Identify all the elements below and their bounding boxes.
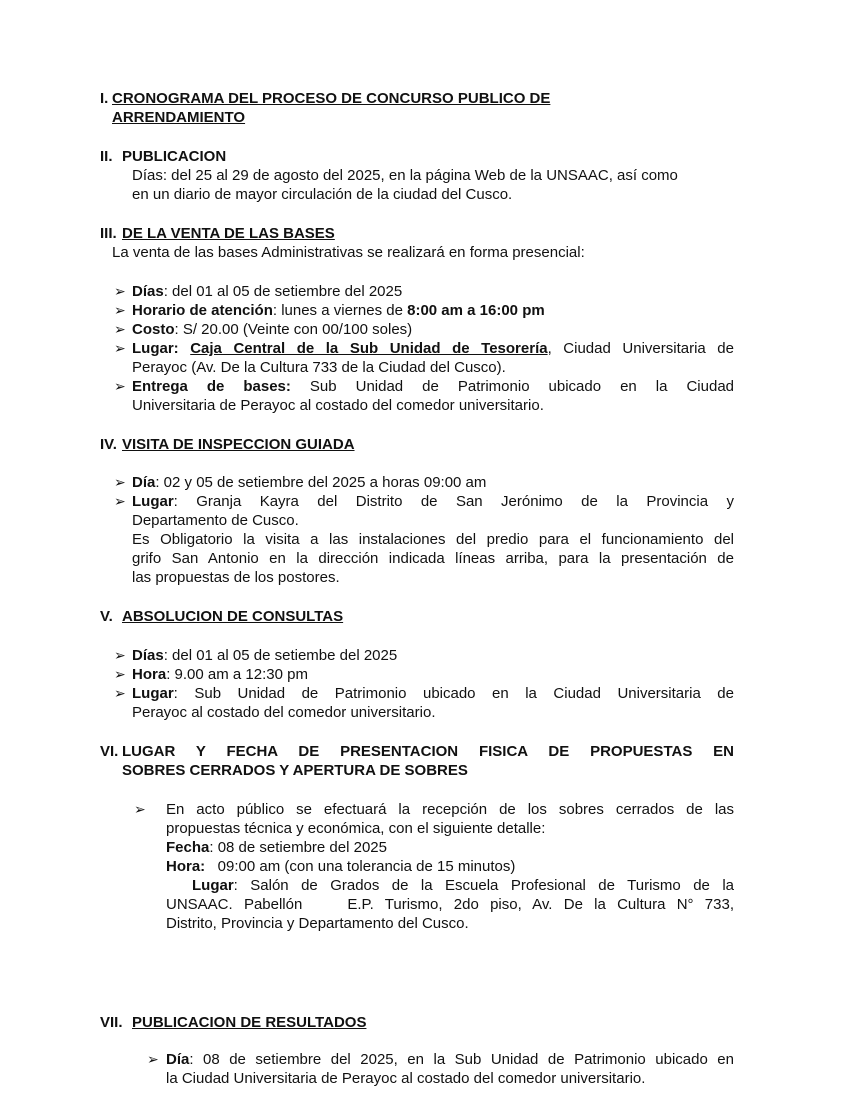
arrow-bullet-icon: ➢ <box>114 340 126 356</box>
section-6-lugar-line3: Distrito, Provincia y Departamento del Cusco. <box>166 915 469 932</box>
section-3-title: DE LA VENTA DE LAS BASES <box>122 225 335 242</box>
section-3-intro: La venta de las bases Administrativas se realizará en forma presencial: <box>112 244 585 261</box>
section-6-text-line2: propuestas técnica y económica, con el siguiente detalle: <box>166 820 546 837</box>
section-2-title: PUBLICACION <box>122 148 227 165</box>
section-4-number: IV. <box>100 436 117 453</box>
section-6-title-line1: LUGAR Y FECHA DE PRESENTACION FISICA DE PROPUESTAS EN <box>122 743 734 760</box>
section-6-hora: Hora: 09:00 am (con una tolerancia de 15 minutos) <box>166 858 516 875</box>
section-5-number: V. <box>100 608 113 625</box>
section-7-title: PUBLICACION DE RESULTADOS <box>132 1014 367 1031</box>
arrow-bullet-icon: ➢ <box>114 474 126 490</box>
section-5-item-hora: Hora: 9.00 am a 12:30 pm <box>132 666 308 683</box>
section-2-text-line2: en un diario de mayor circulación de la ciudad del Cusco. <box>132 186 513 203</box>
section-5-item-dias: Días: del 01 al 05 de setiembe del 2025 <box>132 647 398 664</box>
arrow-bullet-icon: ➢ <box>114 378 126 394</box>
section-1-number: I. <box>100 90 109 107</box>
section-7-item-dia: Día: 08 de setiembre del 2025, en la Sub Unidad de Patrimonio ubicado en <box>166 1051 734 1068</box>
section-4-note-line1: Es Obligatorio la visita a las instalaciones del predio para el funcionamiento del <box>132 531 734 548</box>
section-3-item-entrega: Entrega de bases: Sub Unidad de Patrimonio ubicado en la Ciudad <box>132 378 735 395</box>
section-6-fecha: Fecha: 08 de setiembre del 2025 <box>166 839 387 856</box>
section-4-note-line2: grifo San Antonio en la dirección indicada líneas arriba, para la presentación de <box>132 550 734 567</box>
arrow-bullet-icon: ➢ <box>114 493 126 509</box>
section-3-item-horario: Horario de atención: lunes a viernes de 8:00 am a 16:00 pm <box>132 302 545 319</box>
section-5-title: ABSOLUCION DE CONSULTAS <box>122 608 344 625</box>
arrow-bullet-icon: ➢ <box>114 685 126 701</box>
section-5-item-lugar-line2: Perayoc al costado del comedor universitario. <box>132 704 436 721</box>
section-1-title-line2: ARRENDAMIENTO <box>112 109 246 126</box>
section-6-number: VI. <box>100 743 119 760</box>
section-5-item-lugar: Lugar: Sub Unidad de Patrimonio ubicado en la Ciudad Universitaria de <box>132 685 734 702</box>
section-3-item-dias: Días: del 01 al 05 de setiembre del 2025 <box>132 283 403 300</box>
arrow-bullet-icon: ➢ <box>147 1051 159 1067</box>
section-7-item-dia-line2: la Ciudad Universitaria de Perayoc al costado del comedor universitario. <box>166 1070 646 1087</box>
section-6-lugar: Lugar: Salón de Grados de la Escuela Profesional de Turismo de la <box>192 877 734 894</box>
section-4-item-lugar-line2: Departamento de Cusco. <box>132 512 299 529</box>
section-2-text-line1: Días: del 25 al 29 de agosto del 2025, en la página Web de la UNSAAC, así como <box>132 167 678 184</box>
section-4-note-line3: las propuestas de los postores. <box>132 569 340 586</box>
arrow-bullet-icon: ➢ <box>114 647 126 663</box>
section-4-title: VISITA DE INSPECCION GUIADA <box>122 436 355 453</box>
section-6-text-line1: En acto público se efectuará la recepción de los sobres cerrados de las <box>166 801 734 818</box>
arrow-bullet-icon: ➢ <box>114 321 126 337</box>
arrow-bullet-icon: ➢ <box>134 801 146 817</box>
section-2-number: II. <box>100 148 113 165</box>
section-6-lugar-line2: UNSAAC. Pabellón E.P. Turismo, 2do piso, Av. De la Cultura N° 733, <box>166 896 734 913</box>
section-4-item-dia: Día: 02 y 05 de setiembre del 2025 a horas 09:00 am <box>132 474 487 491</box>
arrow-bullet-icon: ➢ <box>114 283 126 299</box>
section-3-number: III. <box>100 225 117 242</box>
section-3-item-entrega-line2: Universitaria de Perayoc al costado del comedor universitario. <box>132 397 544 414</box>
section-6-title-line2: SOBRES CERRADOS Y APERTURA DE SOBRES <box>122 762 468 779</box>
section-4-item-lugar: Lugar: Granja Kayra del Distrito de San Jerónimo de la Provincia y <box>132 493 734 510</box>
section-3-item-lugar-line2: Perayoc (Av. De la Cultura 733 de la Ciudad del Cusco). <box>132 359 506 376</box>
arrow-bullet-icon: ➢ <box>114 666 126 682</box>
arrow-bullet-icon: ➢ <box>114 302 126 318</box>
section-1-title-line1: CRONOGRAMA DEL PROCESO DE CONCURSO PUBLICO DE <box>112 90 551 107</box>
section-3-item-lugar: Lugar: Caja Central de la Sub Unidad de Tesorería, Ciudad Universitaria de <box>132 340 734 357</box>
section-7-number: VII. <box>100 1014 123 1031</box>
section-3-item-costo: Costo: S/ 20.00 (Veinte con 00/100 soles) <box>132 321 413 338</box>
